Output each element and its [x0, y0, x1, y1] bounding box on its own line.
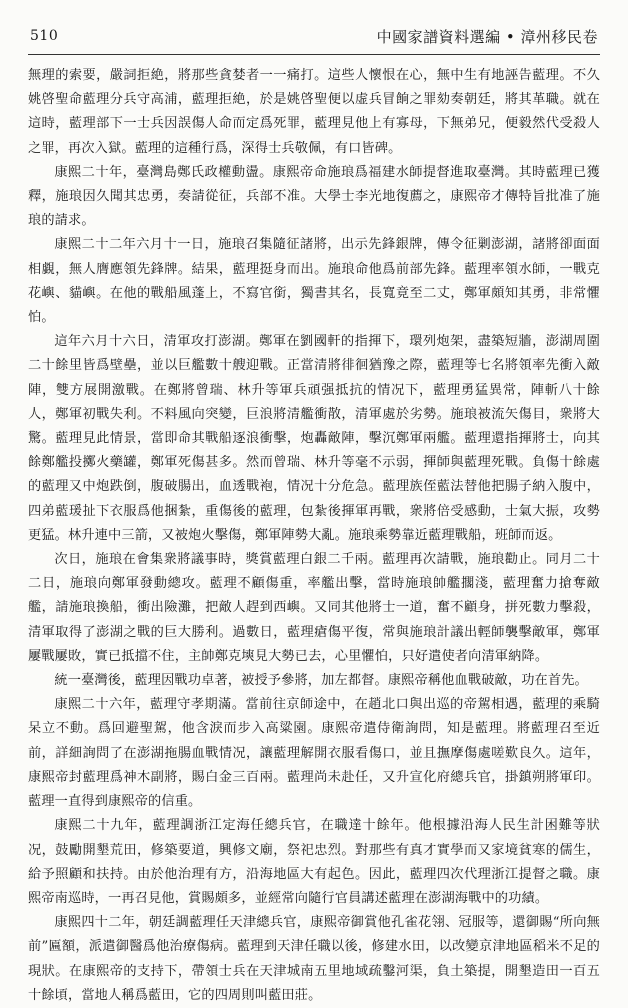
- header-rule: [28, 54, 600, 55]
- paragraph-3: 康熙二十二年六月十一日，施琅召集隨征諸將，出示先鋒銀牌，傳令征剿澎湖，諸將卻面面相覷，無人膺應領先鋒牌。結果，藍理挺身而出。施琅命他爲前部先鋒。藍理率領水師，一戰克花嶼、貓嶼。在他的戰船風蓬上，不寫官銜，獨書其名，長寬竟至二丈，鄭軍頗知其勇，非常懼怕。: [28, 237, 600, 326]
- paragraph-1: 無理的索要，嚴詞拒絶，將那些貪婪者一一痛打。這些人懷恨在心，無中生有地誣告藍理。不久姚啓聖命藍理分兵守高浦，藍理拒絶，於是姚啓聖便以虚兵冒餉之罪劾奏朝廷，將其革職。就在這時，藍理部下一士兵因誤傷人命而定爲死罪，藍理見他上有寡母，下無弟兄，便毅然代受殺人之罪，再次入獄。藍理的這種行爲，深得士兵敬佩，有口皆碑。: [28, 68, 600, 156]
- paragraph-4: 這年六月十六日，清軍攻打澎湖。鄭軍在劉國軒的指揮下，環列炮架，盡築短牆，澎湖周圍二十餘里皆爲壁壘，並以巨艦數十艘迎戰。正當清將徘徊猶豫之際，藍理等七名將領率先衝入敵陣，雙方展開激戰。在鄭將曾瑞、林升等軍兵頑强抵抗的情况下，藍理勇猛異常，陣斬八十餘人，鄭軍初戰失利。不料風向突變，巨浪將清艦衝散，清軍處於劣勢。施琅被流矢傷目，衆將大驚。藍理見此情景，當即命其戰船逐浪衝擊，炮轟敵陣，擊沉鄭軍兩艦。藍理還指揮將士，向其餘鄭艦投擲火藥罐，鄭軍死傷甚多。然而曾瑞、林升等毫不示弱，揮師與藍理死戰。負傷十餘處的藍理又中炮跌倒，腹破腸出，血透戰袍，情况十分危急。藍理族侄藍法替他把腸子納入腹中，四弟藍瑗扯下衣服爲他捆紮，重傷後的藍理，包紮後揮軍再戰，衆將倍受感動，士氣大振，攻勢更猛。林升連中三箭，又被炮火擊傷，鄭軍陣勢大亂。施琅乘勢靠近藍理戰船，班師而返。: [28, 334, 600, 543]
- page-number: 510: [30, 28, 59, 44]
- paragraph-9: 康熙四十二年，朝廷調藍理任天津總兵官，康熙帝御賞他孔雀花翎、冠服等，還御賜“所向無前”匾額，派遣御醫爲他治療傷病。藍理到天津任職以後，修建水田，以改變京津地區稻米不足的現狀。在康熙帝的支持下，帶領士兵在天津城南五里地域疏鑿河渠，負土築提，開墾造田一百五十餘頃，當地人稱爲藍田，它的四周則叫藍田莊。: [28, 915, 600, 1003]
- paragraph-8: 康熙二十九年，藍理調浙江定海任總兵官，在職達十餘年。他根據沿海人民生計困難等狀况，鼓勵開墾荒田，修築要道，興修文廟，祭祀忠烈。對那些有真才實學而又家境貧寒的儒生，給予照顧和扶持。由於他治理有方，沿海地區大有起色。因此，藍理四次代理浙江提督之職。康熙帝南巡時，一再召見他，賞賜頗多，並經常向隨行官員講述藍理在澎湖海戰中的功績。: [28, 818, 600, 906]
- running-title: 中國家譜資料選編 • 漳州移民卷: [376, 28, 598, 46]
- paragraph-6: 統一臺灣後，藍理因戰功卓著，被授予參將，加左都督。康熙帝稱他血戰破敵，功在首先。: [54, 673, 588, 689]
- paragraph-2: 康熙二十年，臺灣島鄭氏政權動盪。康熙帝命施琅爲福建水師提督進取臺灣。其時藍理已獲釋，施琅因久聞其忠勇，奏請從征，兵部不准。大學士李光地復薦之，康熙帝才傳特旨批准了施琅的請求。: [28, 164, 600, 229]
- paragraph-5: 次日，施琅在會集衆將議事時，獎賞藍理白銀二千兩。藍理再次請戰，施琅勸止。同月二十二日，施琅向鄭軍發動總攻。藍理不顧傷重，率艦出擊，當時施琅帥艦擱淺，藍理奮力搶奪敵艦，請施琅換船，衝出險灘，把敵人趕到西嶼。又同其他將士一道，奮不顧身，拼死數力擊殺，清軍取得了澎湖之戰的巨大勝利。過數日，藍理瘡傷平復，常與施琅計議出輕師襲擊敵軍，鄭軍屢戰屢敗，實已抵擋不住，主帥鄭克塽見大勢已去，心里懼怕，只好遣使者向清軍納降。: [28, 552, 600, 664]
- page-header: [28, 26, 600, 50]
- body-text: [28, 64, 600, 1008]
- paragraph-7: 康熙二十六年，藍理守孝期滿。當前往京師途中，在趙北口與出巡的帝駕相遇，藍理的乘騎呆立不動。爲回避聖駕，他含淚而步入高粱園。康熙帝遣侍衛詢問，知是藍理。將藍理召至近前，詳細詢問了在澎湖拖腸血戰情况，讓藍理解開衣服看傷口，並且撫摩傷處嗟歎良久。這年，康熙帝封藍理爲神木副將，賜白金三百兩。藍理尚未赴任，又升宣化府總兵官，掛鎮朔將軍印。藍理一直得到康熙帝的信重。: [28, 697, 600, 810]
